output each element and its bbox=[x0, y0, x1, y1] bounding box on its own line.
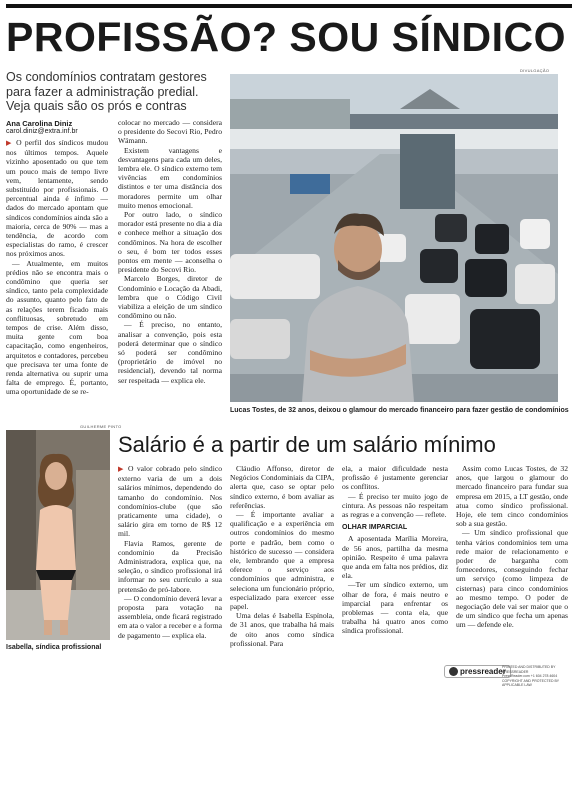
pressreader-label: pressreader bbox=[460, 667, 506, 676]
article-column-6 bbox=[456, 464, 568, 630]
side-photo-credit: GUILHERME PINTO bbox=[80, 424, 122, 429]
section-label: OLHAR IMPARCIAL bbox=[342, 524, 408, 532]
paragraph: O valor cobrado pelo síndico externo varia de um a dois salários mínimos, dependendo do tamanho do condomínio. Nos condomínios-clube (que são praticamente uma cidade), o salário gira em torno de R$ 12 mil. bbox=[118, 464, 222, 539]
article-column-1 bbox=[6, 138, 108, 397]
paragraph: ela, a maior dificuldade nesta profissão é justamente gerenciar os conflitos. bbox=[342, 464, 448, 492]
article-column-2 bbox=[118, 118, 222, 385]
article-column-5 bbox=[342, 464, 448, 636]
byline-email: carol.diniz@extra.inf.br bbox=[6, 128, 78, 135]
paragraph: Marcelo Borges, diretor de Condomínio e Locação da Abadi, lembra que o Código Civil viabiliza a eleição de um síndico condômino ou não. bbox=[118, 274, 222, 321]
top-rule bbox=[6, 4, 572, 8]
pressreader-fineprint bbox=[502, 665, 572, 688]
paragraph: — Um síndico profissional que tenha vários condomínios tem uma rede maior de relacionamento e poder de barganha com fornecedores, conseguindo fechar um serviço (como limpeza de cisternas) para cinco condomínios ao mesmo tempo. O poder de negociação dele vai ser maior que o de um síndico que fecha um apenas um — defende ele. bbox=[456, 528, 568, 630]
paragraph: Existem vantagens e desvantagens para cada um deles, lembra ele. O síndico externo tem vivências em condomínios distintos e ter uma distância dos moradores permite um olhar muito menos emocional. bbox=[118, 145, 222, 210]
paragraph: — É preciso, no entanto, analisar a convenção, pois esta poderá determinar que o síndico só poderá ser condômino (proprietário de imóvel no residencial), devendo tal norma ser respeitada — explica ele. bbox=[118, 320, 222, 385]
article-column-3 bbox=[118, 464, 222, 640]
page-headline: PROFISSÃO? SOU SÍNDICO bbox=[6, 14, 566, 60]
pressreader-icon bbox=[449, 667, 458, 676]
parking-garage-illustration bbox=[230, 74, 558, 402]
fineprint-line: PRINTED AND DISTRIBUTED BY PRESSREADER bbox=[502, 665, 556, 674]
side-photo-caption: Isabella, síndica profissional bbox=[6, 644, 102, 651]
paragraph: — O condomínio deverá levar a proposta para votação na assembleia, onde ficará registrado em ata o valor a receber e a forma de pagamento — explica ela. bbox=[118, 593, 222, 640]
woman-portrait-illustration bbox=[6, 430, 110, 640]
fineprint-line: PressReader.com +1 604 278 4604 bbox=[502, 674, 558, 678]
pressreader-logo[interactable] bbox=[444, 665, 511, 678]
byline-name: Ana Carolina Diniz bbox=[6, 119, 73, 128]
paragraph: — Atualmente, em muitos prédios não se encontra mais o condômino que queria ser síndico, tanto pela complexidade do assunto, quanto pelo fato de as relações terem ficado mais conflituosas, sobretudo em tempos de crise. Além disso, muita gente com boa capacitação, como engenheiros, arquitetos e contadores, percebeu que precisava ter uma fonte de renda alternativa ou suprir uma falta de emprego. É, portanto, uma oportunidade de se re- bbox=[6, 258, 108, 397]
byline bbox=[6, 120, 106, 136]
paragraph: Por outro lado, o síndico morador está presente no dia a dia e conhece melhor a situação dos condôminos. Na hora de escolher o seu, é bom ter todos esses pontos em mente — aconselha o presidente do Secovi Rio. bbox=[118, 210, 222, 275]
paragraph: colocar no mercado — considera o presidente do Secovi Rio, Pedro Wämann. bbox=[118, 118, 222, 146]
section-subhead: Salário é a partir de um salário mínimo bbox=[118, 432, 496, 457]
bullet-icon: ▶ bbox=[6, 139, 17, 147]
paragraph: —Ter um síndico externo, um olhar de fora, é mais neutro e imparcial para enfrentar os problemas — conta ela, que trabalha há quatro anos como síndica profissional. bbox=[342, 580, 448, 636]
main-photo bbox=[230, 74, 558, 402]
fineprint-line: COPYRIGHT AND PROTECTED BY APPLICABLE LAW bbox=[502, 678, 560, 687]
paragraph: O perfil dos síndicos mudou nos últimos tempos. Aquele vizinho aposentado ou que tem um pouco mais de tempo livre vem, lentamente, sendo substituído por profissionais. O percentual ainda é ínfimo — dados do mercado apontam que síndicos condomínios ainda são a maioria, cerca de 90% — mas a tendência, de acordo com especialistas do ramo, é crescer nos próximos anos. bbox=[6, 138, 108, 259]
photo-credit: DIVULGAÇÃO bbox=[520, 68, 550, 73]
paragraph: Uma delas é Isabella Espínola, de 31 anos, que trabalha há mais de oito anos como síndica profissional. Para bbox=[230, 611, 334, 648]
paragraph: Assim como Lucas Tostes, de 32 anos, que largou o glamour do mercado financeiro para fundar sua empresa em 2015, a LT gestão, onde atua como síndico profissional. Hoje, ele tem cinco condomínios sob a sua gestão. bbox=[456, 464, 568, 529]
paragraph: Cláudio Affonso, diretor de Negócios Condominiais da CIPA, alerta que, caso se optar pelo síndico externo, é bom avaliar as referências. bbox=[230, 464, 334, 510]
paragraph: — É importante avaliar a qualificação e a experiência em outros condomínios do mesmo porte e padrão, bem como o histórico de sucesso — considera ele, lembrando que a empresa oferece o serviço aos condomínios que administra, e seleciona um funcionário próprio, especializado para exercer esse papel. bbox=[230, 510, 334, 612]
paragraph: Flavia Ramos, gerente de condomínio da Precisão Administradora, explica que, na seleção, o síndico profissional irá informar no seu currículo a sua pretensão de pró-labore. bbox=[118, 538, 222, 594]
article-column-4 bbox=[230, 464, 334, 648]
deck-text: Os condomínios contratam gestores para fazer a administração predial. Veja quais são os prós e contras bbox=[6, 70, 207, 113]
bullet-icon: ▶ bbox=[118, 465, 129, 473]
main-photo-caption: Lucas Tostes, de 32 anos, deixou o glamour do mercado financeiro para fazer gestão de condomínios bbox=[230, 407, 569, 414]
paragraph: A aposentada Marília Moreira, de 56 anos, partilha da mesma opinião. Respeito é uma palavra que anda em falta nos prédios, diz ela. bbox=[342, 534, 448, 581]
paragraph: — É preciso ter muito jogo de cintura. As pessoas não respeitam as regras e a convenção — reflete. bbox=[342, 491, 448, 520]
side-photo bbox=[6, 430, 110, 640]
